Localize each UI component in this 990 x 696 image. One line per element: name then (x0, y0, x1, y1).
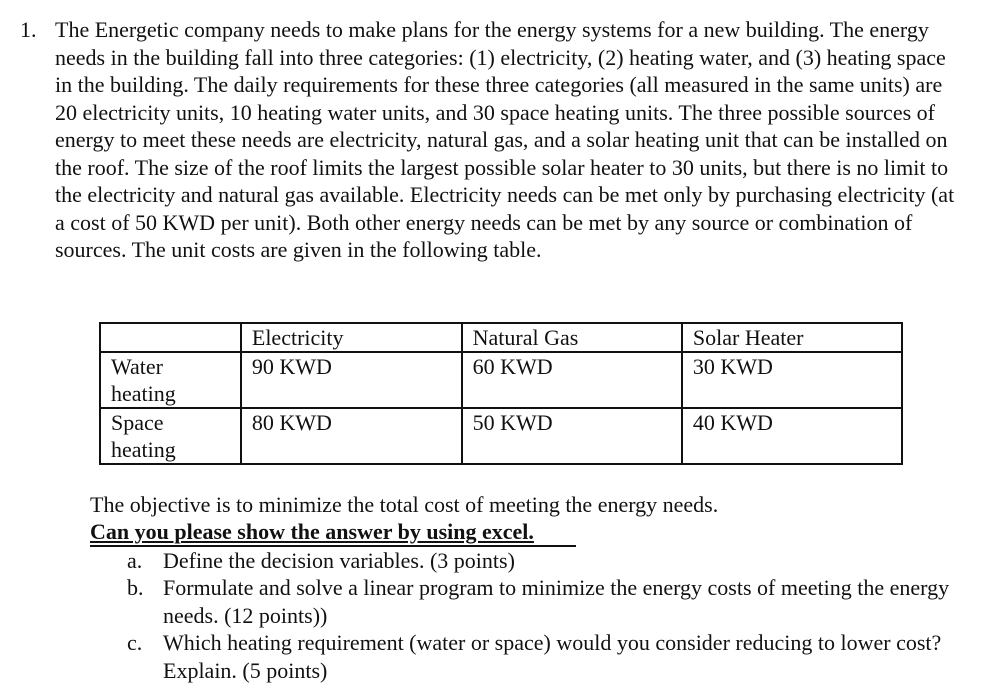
objective-text: The objective is to minimize the total cost of meeting the energy needs. (90, 492, 719, 517)
question-paragraph: The Energetic company needs to make plans for the energy systems for a new building. The energy needs in the building fall into three categories: (1) electricity, (2) heating water, and (3) heating space in the building. The daily requirements for these three categories (all measured in the same units) are 20 electricity units, 10 heating water units, and 30 space heating units. The three possible sources of energy to meet these needs are electricity, natural gas, and a solar heating unit that can be installed on the roof. The size of the roof limits the largest possible solar heater to 30 units, but there is no limit to the electricity and natural gas available. Electricity needs can be met only by purchasing electricity (at a cost of 50 KWD per unit). Both other energy needs can be met by any source or combination of sources. The unit costs are given in the following table. (55, 17, 955, 262)
part-text: Formulate and solve a linear program to minimize the energy costs of meeting the energy needs. (12 points)) (163, 575, 950, 628)
row-label-water-heating: Water heating (100, 352, 241, 408)
table-header-cell: Solar Heater (682, 323, 902, 352)
table-cell: 60 KWD (462, 352, 682, 408)
table-row (100, 352, 902, 408)
part-text: Which heating requirement (water or space) would you consider reducing to lower cost? Explain. (5 points) (163, 630, 942, 683)
table-header-cell: Electricity (241, 323, 462, 352)
part-label: b. (127, 575, 144, 600)
part-label: a. (127, 548, 143, 573)
row-label-space-heating: Space heating (100, 408, 241, 464)
excel-request-text: Can you please show the answer by using excel. (90, 519, 534, 544)
cost-table (99, 322, 903, 465)
part-text: Define the decision variables. (3 points) (163, 548, 515, 573)
part-label: c. (127, 630, 143, 655)
table-cell: 90 KWD (241, 352, 462, 408)
table-cell: 50 KWD (462, 408, 682, 464)
table-header-cell (100, 323, 241, 352)
table-cell: 30 KWD (682, 352, 902, 408)
table-header-cell: Natural Gas (462, 323, 682, 352)
table-cell: 40 KWD (682, 408, 902, 464)
table-cell: 80 KWD (241, 408, 462, 464)
table-header-row (100, 323, 902, 352)
table-row (100, 408, 902, 464)
question-number: 1. (20, 17, 37, 42)
